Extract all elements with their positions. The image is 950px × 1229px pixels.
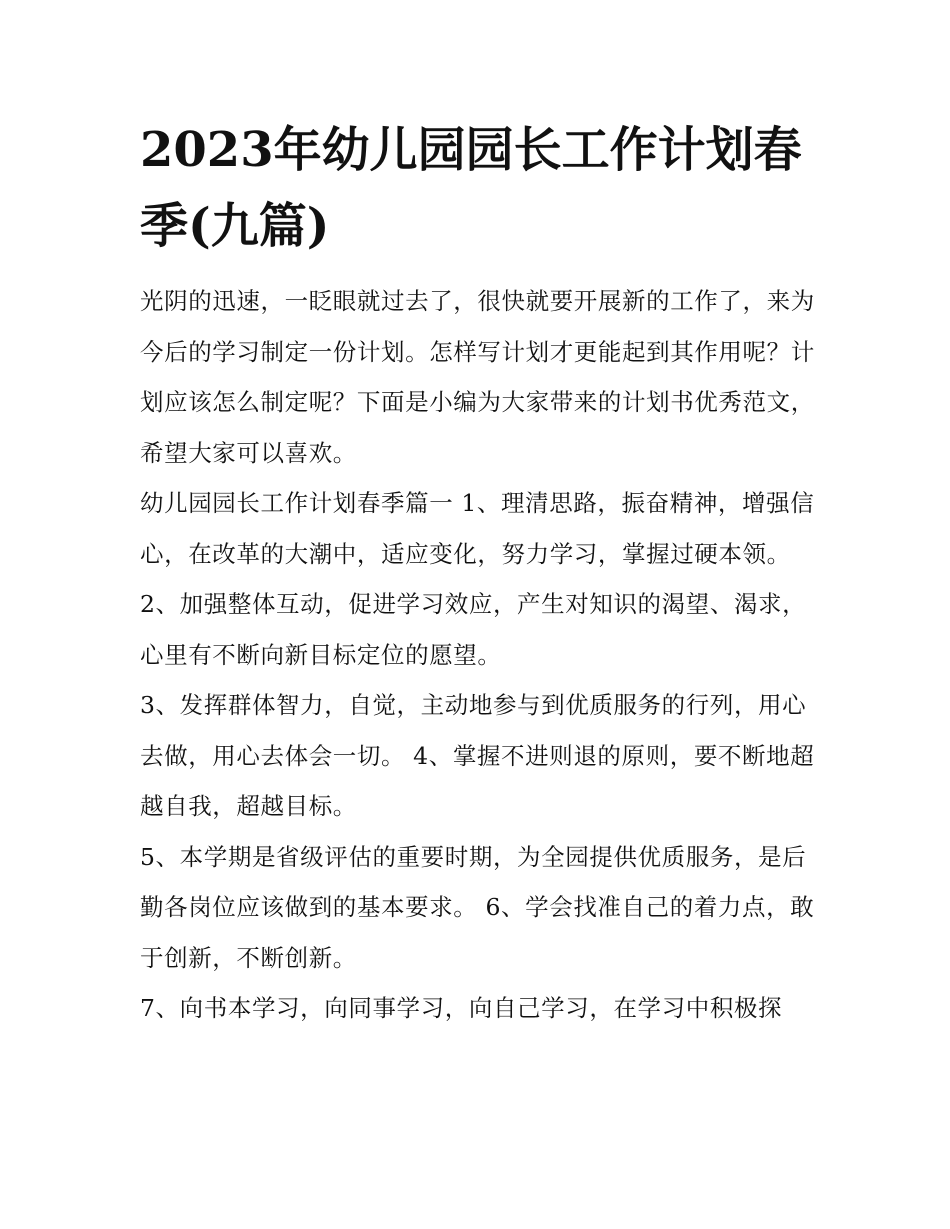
paragraph-item-1: 幼儿园园长工作计划春季篇一 1、理清思路，振奋精神，增强信心，在改革的大潮中，适应变化，努力学习，掌握过硬本领。 bbox=[140, 489, 815, 568]
document-title: 2023年幼儿园园长工作计划春季(九篇) bbox=[140, 122, 802, 254]
document-body bbox=[140, 276, 820, 1034]
paragraph-item-3-4: 3、发挥群体智力，自觉，主动地参与到优质服务的行列，用心去做，用心去体会一切。 4、掌握不进则退的原则，要不断地超越自我，超越目标。 bbox=[140, 691, 815, 820]
paragraph-intro: 光阴的迅速，一眨眼就过去了，很快就要开展新的工作了，来为今后的学习制定一份计划。怎样写计划才更能起到其作用呢？计划应该怎么制定呢？下面是小编为大家带来的计划书优秀范文，希望大家可以喜欢。 bbox=[140, 287, 815, 467]
paragraph-item-5-6: 5、本学期是省级评估的重要时期，为全园提供优质服务，是后勤各岗位应该做到的基本要求。 6、学会找准自己的着力点，敢于创新，不断创新。 bbox=[140, 842, 815, 972]
paragraph-item-2: 2、加强整体互动，促进学习效应，产生对知识的渴望、渴求，心里有不断向新目标定位的愿望。 bbox=[140, 590, 807, 669]
paragraph-item-7: 7、向书本学习，向同事学习，向自己学习，在学习中积极探 bbox=[140, 994, 783, 1022]
